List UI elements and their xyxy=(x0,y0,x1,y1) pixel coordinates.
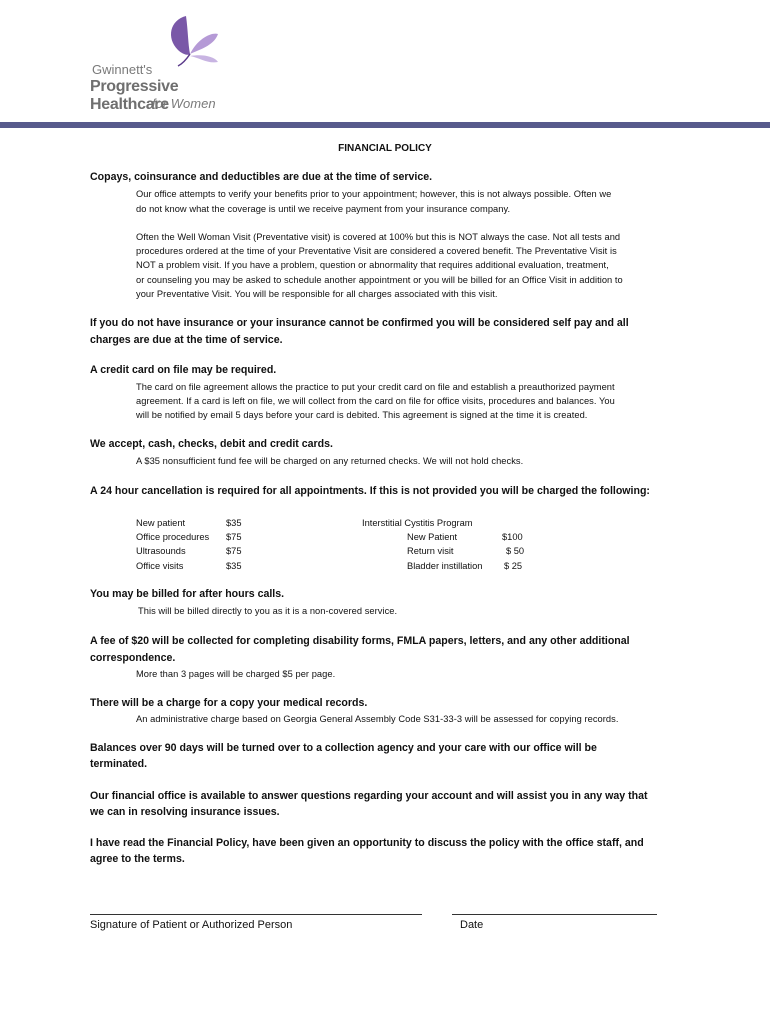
forms-fee-page-charge: More than 3 pages will be charged $5 per page. xyxy=(136,669,336,679)
fee-label: Office procedures xyxy=(136,532,210,542)
fee-label: Office visits xyxy=(136,561,184,571)
date-label: Date xyxy=(460,919,484,931)
patient-signature-line[interactable] xyxy=(90,914,422,915)
fee-amount: $75 xyxy=(226,532,242,542)
fee-label: New patient xyxy=(136,518,186,528)
practice-logo xyxy=(90,10,240,113)
financial-office-line-1: Our financial office is available to answer questions regarding your account and will assist you in any way that xyxy=(90,790,648,802)
butterfly-logo-icon xyxy=(90,10,240,70)
fee-amount: $ 25 xyxy=(504,561,523,571)
logo-brand-line1: Gwinnett's xyxy=(92,62,153,77)
program-title: Interstitial Cystitis Program xyxy=(362,518,473,528)
after-hours-heading: You may be billed for after hours calls. xyxy=(90,588,285,600)
preventative-line-5: your Preventative Visit. You will be responsible for all charges associated with this visit. xyxy=(136,289,498,299)
copays-line-2: do not know what the coverage is until we receive payment from your insurance company. xyxy=(136,204,511,214)
credit-card-heading: A credit card on file may be required. xyxy=(90,364,277,376)
fee-label: Return visit xyxy=(407,546,454,556)
after-hours-line: This will be billed directly to you as it is a non-covered service. xyxy=(138,606,398,616)
payments-heading: We accept, cash, checks, debit and credit cards. xyxy=(90,438,333,450)
preventative-line-2: procedures ordered at the time of your Preventative Visit are considered a covered benefit. The Preventative Visit is xyxy=(136,246,617,256)
preventative-line-1: Often the Well Woman Visit (Preventative visit) is covered at 100% but this is NOT always the case. Not all tests and xyxy=(136,232,621,242)
fee-label: Bladder instillation xyxy=(407,561,483,571)
self-pay-line-2: charges are due at the time of service. xyxy=(90,334,283,346)
forms-fee-line-2: correspondence. xyxy=(90,652,176,664)
logo-brand-line3: for Women xyxy=(152,96,216,111)
logo-brand-line2: Progressive Healthcare xyxy=(90,78,179,113)
copays-line-1: Our office attempts to verify your benefits prior to your appointment; however, this is not always possible. Often we xyxy=(136,189,612,199)
forms-fee-line-1: A fee of $20 will be collected for completing disability forms, FMLA papers, letters, and any other additional xyxy=(90,635,630,647)
page-title: FINANCIAL POLICY xyxy=(338,143,432,154)
fee-amount: $35 xyxy=(226,518,242,528)
copays-heading: Copays, coinsurance and deductibles are due at the time of service. xyxy=(90,171,433,183)
self-pay-line-1: If you do not have insurance or your insurance cannot be confirmed you will be considered self pay and all xyxy=(90,317,629,329)
payments-nsf-line: A $35 nonsufficient fund fee will be charged on any returned checks. We will not hold checks. xyxy=(136,456,524,466)
fee-amount: $35 xyxy=(226,561,242,571)
credit-card-line-2: agreement. If a card is left on file, we will collect from the card on file for office visits, procedures and balances. You xyxy=(136,396,615,406)
credit-card-line-1: The card on file agreement allows the practice to put your credit card on file and establish a preauthorized payment xyxy=(136,382,615,392)
cancellation-heading: A 24 hour cancellation is required for all appointments. If this is not provided you will be charged the following: xyxy=(90,485,650,497)
balances-line-1: Balances over 90 days will be turned over to a collection agency and your care with our office will be xyxy=(90,742,597,754)
preventative-line-3: NOT a problem visit. If you have a problem, question or abnormality that requires additional evaluation, treatment, xyxy=(136,260,609,270)
fee-amount: $75 xyxy=(226,546,242,556)
records-heading: There will be a charge for a copy your medical records. xyxy=(90,697,368,709)
fee-label: Ultrasounds xyxy=(136,546,186,556)
date-signature-line[interactable] xyxy=(452,914,657,915)
financial-office-line-2: we can in resolving insurance issues. xyxy=(90,806,280,818)
records-line: An administrative charge based on Georgia General Assembly Code S31-33-3 will be assessed for copying records. xyxy=(136,714,619,724)
preventative-line-4: or counseling you may be asked to schedule another appointment or you will be billed for an Office Visit in addition to xyxy=(136,275,623,285)
fee-label: New Patient xyxy=(407,532,458,542)
credit-card-line-3: will be notified by email 5 days before your card is debited. This agreement is signed at the time it is created. xyxy=(136,410,588,420)
fee-amount: $100 xyxy=(502,532,523,542)
fee-amount: $ 50 xyxy=(506,546,525,556)
patient-signature-label: Signature of Patient or Authorized Person xyxy=(90,919,293,931)
balances-line-2: terminated. xyxy=(90,758,148,770)
acknowledgement-line-2: agree to the terms. xyxy=(90,853,185,865)
acknowledgement-line-1: I have read the Financial Policy, have been given an opportunity to discuss the policy with the office staff, and xyxy=(90,837,644,849)
header-divider xyxy=(0,122,770,128)
